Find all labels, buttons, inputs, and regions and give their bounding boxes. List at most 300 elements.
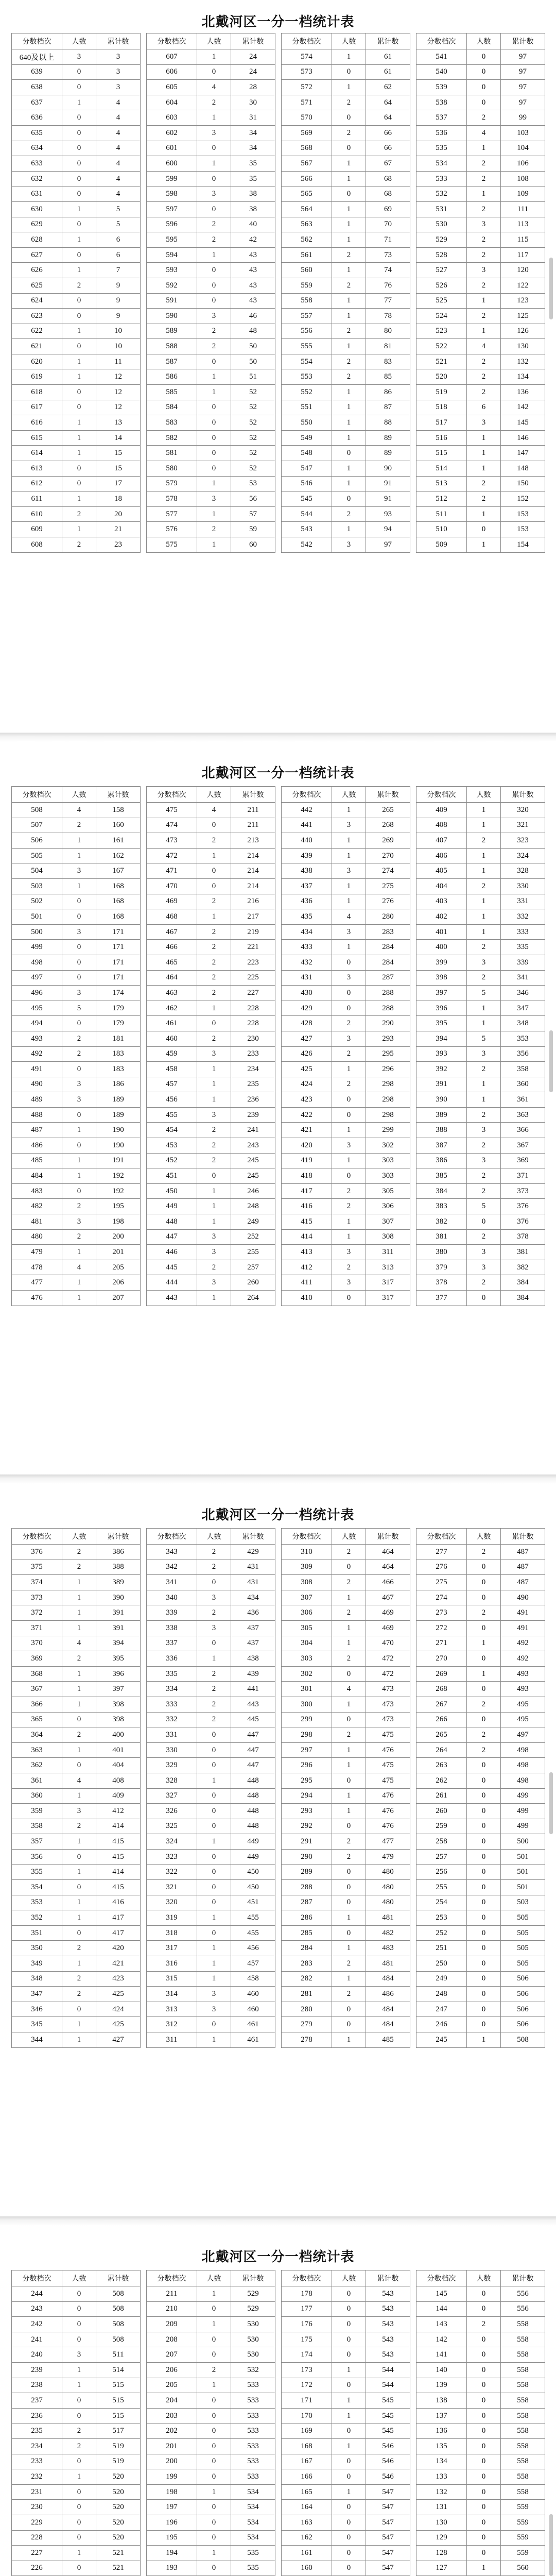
cumulative-cell: 43 (231, 278, 275, 293)
score-cell: 327 (147, 1788, 197, 1804)
count-cell: 3 (62, 1214, 96, 1230)
column-header: 累计数 (366, 2270, 410, 2286)
table-row (12, 1620, 141, 1636)
score-cell: 417 (282, 1183, 332, 1199)
score-cell: 288 (282, 1880, 332, 1895)
table-row (282, 2332, 410, 2347)
score-cell: 338 (147, 1620, 197, 1636)
table-row (12, 141, 141, 156)
scrollbar-thumb[interactable] (549, 1772, 553, 1834)
table-row (282, 217, 410, 232)
score-cell: 249 (416, 1971, 467, 1987)
score-cell: 554 (282, 354, 332, 369)
score-table (281, 786, 410, 1306)
count-cell: 0 (197, 1575, 231, 1590)
cumulative-cell: 201 (96, 1245, 141, 1260)
cumulative-cell: 274 (366, 863, 410, 879)
cumulative-cell: 4 (96, 187, 141, 202)
cumulative-cell: 445 (231, 1712, 275, 1727)
cumulative-cell: 153 (501, 506, 545, 522)
count-cell: 0 (332, 2469, 366, 2485)
cumulative-cell: 544 (366, 2378, 410, 2393)
table-row (416, 263, 545, 278)
score-cell: 264 (416, 1742, 467, 1758)
table-row (12, 1214, 141, 1230)
cumulative-cell: 227 (231, 986, 275, 1001)
score-cell: 493 (12, 1031, 62, 1046)
score-cell: 617 (12, 400, 62, 415)
table-row (282, 1788, 410, 1804)
cumulative-cell: 464 (366, 1560, 410, 1575)
cumulative-cell: 506 (501, 1987, 545, 2002)
cumulative-cell: 245 (231, 1168, 275, 1184)
score-cell: 623 (12, 309, 62, 324)
score-cell: 197 (147, 2500, 197, 2515)
table-row (147, 1788, 275, 1804)
table-row (416, 1077, 545, 1092)
table-row (147, 848, 275, 863)
count-cell: 0 (197, 141, 231, 156)
score-cell: 416 (282, 1199, 332, 1214)
table-row (12, 1031, 141, 1046)
score-cell: 540 (416, 64, 467, 80)
table-row (416, 522, 545, 537)
count-cell: 0 (467, 522, 501, 537)
count-cell: 1 (62, 415, 96, 431)
count-cell: 0 (467, 1987, 501, 2002)
scrollbar-thumb[interactable] (549, 258, 553, 319)
cumulative-cell: 243 (231, 1138, 275, 1154)
count-cell: 3 (467, 1245, 501, 1260)
cumulative-cell: 4 (96, 125, 141, 141)
count-cell: 2 (332, 95, 366, 110)
table-row (12, 1666, 141, 1682)
cumulative-cell: 339 (501, 955, 545, 970)
score-cell: 172 (282, 2378, 332, 2393)
cumulative-cell: 558 (501, 2362, 545, 2378)
cumulative-cell: 384 (501, 1275, 545, 1291)
table-row (147, 2017, 275, 2032)
table-row (416, 415, 545, 431)
table-row (282, 1605, 410, 1621)
count-cell: 0 (197, 1758, 231, 1773)
count-cell: 0 (332, 2002, 366, 2017)
table-row (416, 2317, 545, 2332)
score-cell: 541 (416, 49, 467, 65)
count-cell: 0 (332, 1880, 366, 1895)
cumulative-cell: 142 (501, 400, 545, 415)
count-cell: 0 (467, 2484, 501, 2500)
count-cell: 0 (62, 955, 96, 970)
count-cell: 3 (332, 537, 366, 553)
table-row (282, 2362, 410, 2378)
count-cell: 0 (332, 1560, 366, 1575)
count-cell: 2 (467, 1545, 501, 1560)
score-cell: 627 (12, 247, 62, 263)
table-row (416, 1636, 545, 1651)
table-row (12, 492, 141, 507)
count-cell: 2 (332, 1046, 366, 1062)
score-cell: 544 (282, 506, 332, 522)
count-cell: 2 (197, 232, 231, 248)
table-row (12, 1712, 141, 1727)
table-row (12, 110, 141, 126)
score-cell: 134 (416, 2454, 467, 2469)
score-cell: 196 (147, 2515, 197, 2530)
score-cell: 392 (416, 1062, 467, 1077)
count-cell: 1 (332, 1590, 366, 1605)
cumulative-cell: 228 (231, 1016, 275, 1031)
cumulative-cell: 126 (501, 324, 545, 339)
score-cell: 454 (147, 1123, 197, 1138)
table-row (12, 80, 141, 95)
cumulative-cell: 535 (231, 2546, 275, 2561)
score-cell: 620 (12, 354, 62, 369)
table-row (147, 1712, 275, 1727)
count-cell: 3 (332, 924, 366, 940)
cumulative-cell: 363 (501, 1107, 545, 1123)
table-row (416, 247, 545, 263)
count-cell: 0 (62, 1183, 96, 1199)
score-cell: 349 (12, 1956, 62, 1972)
table-row (282, 2408, 410, 2424)
count-cell: 3 (62, 2347, 96, 2363)
table-row (147, 522, 275, 537)
score-cell: 289 (282, 1865, 332, 1880)
table-row (282, 2469, 410, 2485)
count-cell: 3 (197, 2002, 231, 2017)
table-row (147, 1062, 275, 1077)
count-cell: 1 (332, 171, 366, 187)
count-cell: 1 (197, 1956, 231, 1972)
column-header: 人数 (197, 33, 231, 49)
score-cell: 420 (282, 1138, 332, 1154)
score-cell: 422 (282, 1107, 332, 1123)
count-cell: 0 (332, 955, 366, 970)
count-cell: 2 (197, 833, 231, 849)
table-row (12, 2546, 141, 2561)
score-cell: 606 (147, 64, 197, 80)
cumulative-cell: 20 (96, 506, 141, 522)
count-cell: 0 (197, 1016, 231, 1031)
table-row (147, 1773, 275, 1788)
count-cell: 3 (197, 1229, 231, 1245)
column-header: 累计数 (501, 33, 545, 49)
score-cell: 436 (282, 894, 332, 909)
cumulative-cell: 530 (231, 2317, 275, 2332)
cumulative-cell: 533 (231, 2424, 275, 2439)
count-cell: 0 (332, 1925, 366, 1941)
cumulative-cell: 520 (96, 2500, 141, 2515)
cumulative-cell: 535 (231, 2561, 275, 2576)
cumulative-cell: 221 (231, 940, 275, 955)
count-cell: 1 (62, 232, 96, 248)
cumulative-cell: 6 (96, 247, 141, 263)
table-group (11, 786, 545, 1336)
count-cell: 4 (197, 80, 231, 95)
table-row (282, 125, 410, 141)
table-row (416, 1107, 545, 1123)
table-row (282, 141, 410, 156)
cumulative-cell: 469 (366, 1620, 410, 1636)
table-row (416, 1712, 545, 1727)
score-cell: 398 (416, 970, 467, 986)
score-cell: 505 (12, 848, 62, 863)
table-row (147, 2530, 275, 2546)
table-row (12, 309, 141, 324)
table-row (147, 2515, 275, 2530)
count-cell: 2 (197, 1605, 231, 1621)
score-cell: 470 (147, 878, 197, 894)
count-cell: 2 (197, 1138, 231, 1154)
score-cell: 506 (12, 833, 62, 849)
cumulative-cell: 4 (96, 141, 141, 156)
score-cell: 362 (12, 1758, 62, 1773)
table-header-row (12, 2270, 141, 2286)
score-cell: 564 (282, 201, 332, 217)
table-row (147, 955, 275, 970)
count-cell: 1 (197, 385, 231, 400)
count-cell: 1 (62, 201, 96, 217)
table-row (12, 2530, 141, 2546)
table-row (12, 446, 141, 461)
count-cell: 1 (467, 909, 501, 925)
count-cell: 1 (467, 2561, 501, 2576)
score-cell: 253 (416, 1910, 467, 1926)
count-cell: 2 (332, 1987, 366, 2002)
cumulative-cell: 490 (501, 1590, 545, 1605)
scrollbar-thumb[interactable] (549, 1030, 553, 1092)
cumulative-cell: 492 (501, 1651, 545, 1667)
score-cell: 529 (416, 232, 467, 248)
count-cell: 0 (197, 2393, 231, 2409)
table-row (12, 1168, 141, 1184)
score-cell: 562 (282, 232, 332, 248)
count-cell: 0 (467, 1590, 501, 1605)
score-cell: 322 (147, 1865, 197, 1880)
cumulative-cell: 298 (366, 1092, 410, 1108)
cumulative-cell: 424 (96, 2002, 141, 2017)
table-row (147, 1123, 275, 1138)
count-cell: 0 (197, 2332, 231, 2347)
score-cell: 228 (12, 2530, 62, 2546)
count-cell: 0 (467, 2347, 501, 2363)
cumulative-cell: 109 (501, 187, 545, 202)
cumulative-cell: 9 (96, 293, 141, 309)
cumulative-cell: 485 (366, 2032, 410, 2048)
table-row (282, 400, 410, 415)
score-cell: 385 (416, 1168, 467, 1184)
column-header: 累计数 (501, 2270, 545, 2286)
score-cell: 410 (282, 1291, 332, 1306)
count-cell: 2 (467, 476, 501, 492)
score-cell: 640及以上 (12, 49, 62, 65)
cumulative-cell: 475 (366, 1773, 410, 1788)
score-cell: 539 (416, 80, 467, 95)
count-cell: 1 (332, 2362, 366, 2378)
count-cell: 1 (467, 506, 501, 522)
score-cell: 560 (282, 263, 332, 278)
table-row (282, 2032, 410, 2048)
count-cell: 1 (332, 415, 366, 431)
table-row (147, 430, 275, 446)
count-cell: 1 (197, 1834, 231, 1850)
table-row (416, 1849, 545, 1865)
score-cell: 308 (282, 1575, 332, 1590)
score-cell: 393 (416, 1046, 467, 1062)
count-cell: 2 (332, 1183, 366, 1199)
count-cell: 4 (62, 1260, 96, 1275)
score-cell: 259 (416, 1819, 467, 1834)
score-cell: 611 (12, 492, 62, 507)
score-cell: 524 (416, 309, 467, 324)
table-row (416, 2424, 545, 2439)
table-row (416, 2500, 545, 2515)
cumulative-cell: 492 (501, 1636, 545, 1651)
score-cell: 299 (282, 1712, 332, 1727)
cumulative-cell: 303 (366, 1168, 410, 1184)
count-cell: 0 (467, 2408, 501, 2424)
cumulative-cell: 85 (366, 369, 410, 385)
cumulative-cell: 24 (231, 49, 275, 65)
table-row (282, 461, 410, 477)
cumulative-cell: 447 (231, 1742, 275, 1758)
table-row (416, 878, 545, 894)
table-row (12, 522, 141, 537)
table-row (12, 430, 141, 446)
table-row (282, 2347, 410, 2363)
score-cell: 140 (416, 2362, 467, 2378)
count-cell: 2 (62, 278, 96, 293)
score-cell: 637 (12, 95, 62, 110)
cumulative-cell: 269 (366, 833, 410, 849)
count-cell: 2 (197, 1260, 231, 1275)
cumulative-cell: 152 (501, 492, 545, 507)
cumulative-cell: 421 (96, 1956, 141, 1972)
cumulative-cell: 111 (501, 201, 545, 217)
count-cell: 0 (467, 2546, 501, 2561)
score-cell: 526 (416, 278, 467, 293)
cumulative-cell: 361 (501, 1092, 545, 1108)
score-cell: 547 (282, 461, 332, 477)
count-cell: 0 (332, 1895, 366, 1910)
scrollbar-thumb[interactable] (549, 2514, 553, 2576)
score-cell: 142 (416, 2332, 467, 2347)
table-row (12, 476, 141, 492)
score-cell: 411 (282, 1275, 332, 1291)
cumulative-cell: 431 (231, 1560, 275, 1575)
table-row (416, 187, 545, 202)
score-cell: 206 (147, 2362, 197, 2378)
count-cell: 1 (467, 461, 501, 477)
count-cell: 4 (62, 1773, 96, 1788)
table-row (416, 955, 545, 970)
table-row (12, 2484, 141, 2500)
count-cell: 0 (62, 2454, 96, 2469)
cumulative-cell: 13 (96, 415, 141, 431)
score-cell: 326 (147, 1804, 197, 1819)
cumulative-cell: 473 (366, 1712, 410, 1727)
cumulative-cell: 147 (501, 446, 545, 461)
score-cell: 296 (282, 1758, 332, 1773)
count-cell: 2 (197, 1712, 231, 1727)
score-cell: 601 (147, 141, 197, 156)
table-row (282, 80, 410, 95)
count-cell: 5 (467, 986, 501, 1001)
score-cell: 287 (282, 1895, 332, 1910)
column-header: 分数档次 (282, 33, 332, 49)
table-header-row (147, 787, 275, 803)
column-header: 分数档次 (12, 2270, 62, 2286)
score-cell: 542 (282, 537, 332, 553)
count-cell: 2 (467, 940, 501, 955)
table-row (147, 2454, 275, 2469)
cumulative-cell: 298 (366, 1077, 410, 1092)
table-row (12, 506, 141, 522)
score-cell: 474 (147, 818, 197, 833)
column-header: 分数档次 (416, 2270, 467, 2286)
table-row (147, 141, 275, 156)
count-cell: 1 (332, 1697, 366, 1712)
count-cell: 2 (197, 339, 231, 354)
cumulative-cell: 200 (96, 1229, 141, 1245)
count-cell: 1 (197, 1092, 231, 1108)
score-cell: 603 (147, 110, 197, 126)
count-cell: 1 (62, 1666, 96, 1682)
cumulative-cell: 90 (366, 461, 410, 477)
count-cell: 1 (197, 1291, 231, 1306)
score-table (416, 2270, 545, 2576)
score-cell: 378 (416, 1275, 467, 1291)
count-cell: 1 (197, 848, 231, 863)
score-cell: 514 (416, 461, 467, 477)
cumulative-cell: 276 (366, 894, 410, 909)
count-cell: 1 (197, 909, 231, 925)
score-cell: 631 (12, 187, 62, 202)
table-row (147, 2500, 275, 2515)
score-cell: 445 (147, 1260, 197, 1275)
table-row (416, 278, 545, 293)
count-cell: 1 (197, 1001, 231, 1016)
count-cell: 0 (467, 2017, 501, 2032)
score-cell: 604 (147, 95, 197, 110)
score-cell: 342 (147, 1560, 197, 1575)
count-cell: 0 (332, 1773, 366, 1788)
cumulative-cell: 493 (501, 1682, 545, 1697)
cumulative-cell: 150 (501, 476, 545, 492)
table-row (12, 2286, 141, 2302)
score-cell: 639 (12, 64, 62, 80)
count-cell: 0 (62, 339, 96, 354)
cumulative-cell: 122 (501, 278, 545, 293)
score-cell: 377 (416, 1291, 467, 1306)
cumulative-cell: 546 (366, 2469, 410, 2485)
count-cell: 0 (62, 1138, 96, 1154)
count-cell: 1 (62, 1153, 96, 1168)
count-cell: 0 (197, 2500, 231, 2515)
score-cell: 429 (282, 1001, 332, 1016)
score-cell: 277 (416, 1545, 467, 1560)
table-row (416, 1031, 545, 1046)
table-row (416, 492, 545, 507)
cumulative-cell: 547 (366, 2515, 410, 2530)
table-row (147, 156, 275, 172)
count-cell: 2 (197, 1153, 231, 1168)
count-cell: 1 (197, 2286, 231, 2302)
count-cell: 0 (467, 1804, 501, 1819)
table-row (416, 1819, 545, 1834)
score-cell: 561 (282, 247, 332, 263)
